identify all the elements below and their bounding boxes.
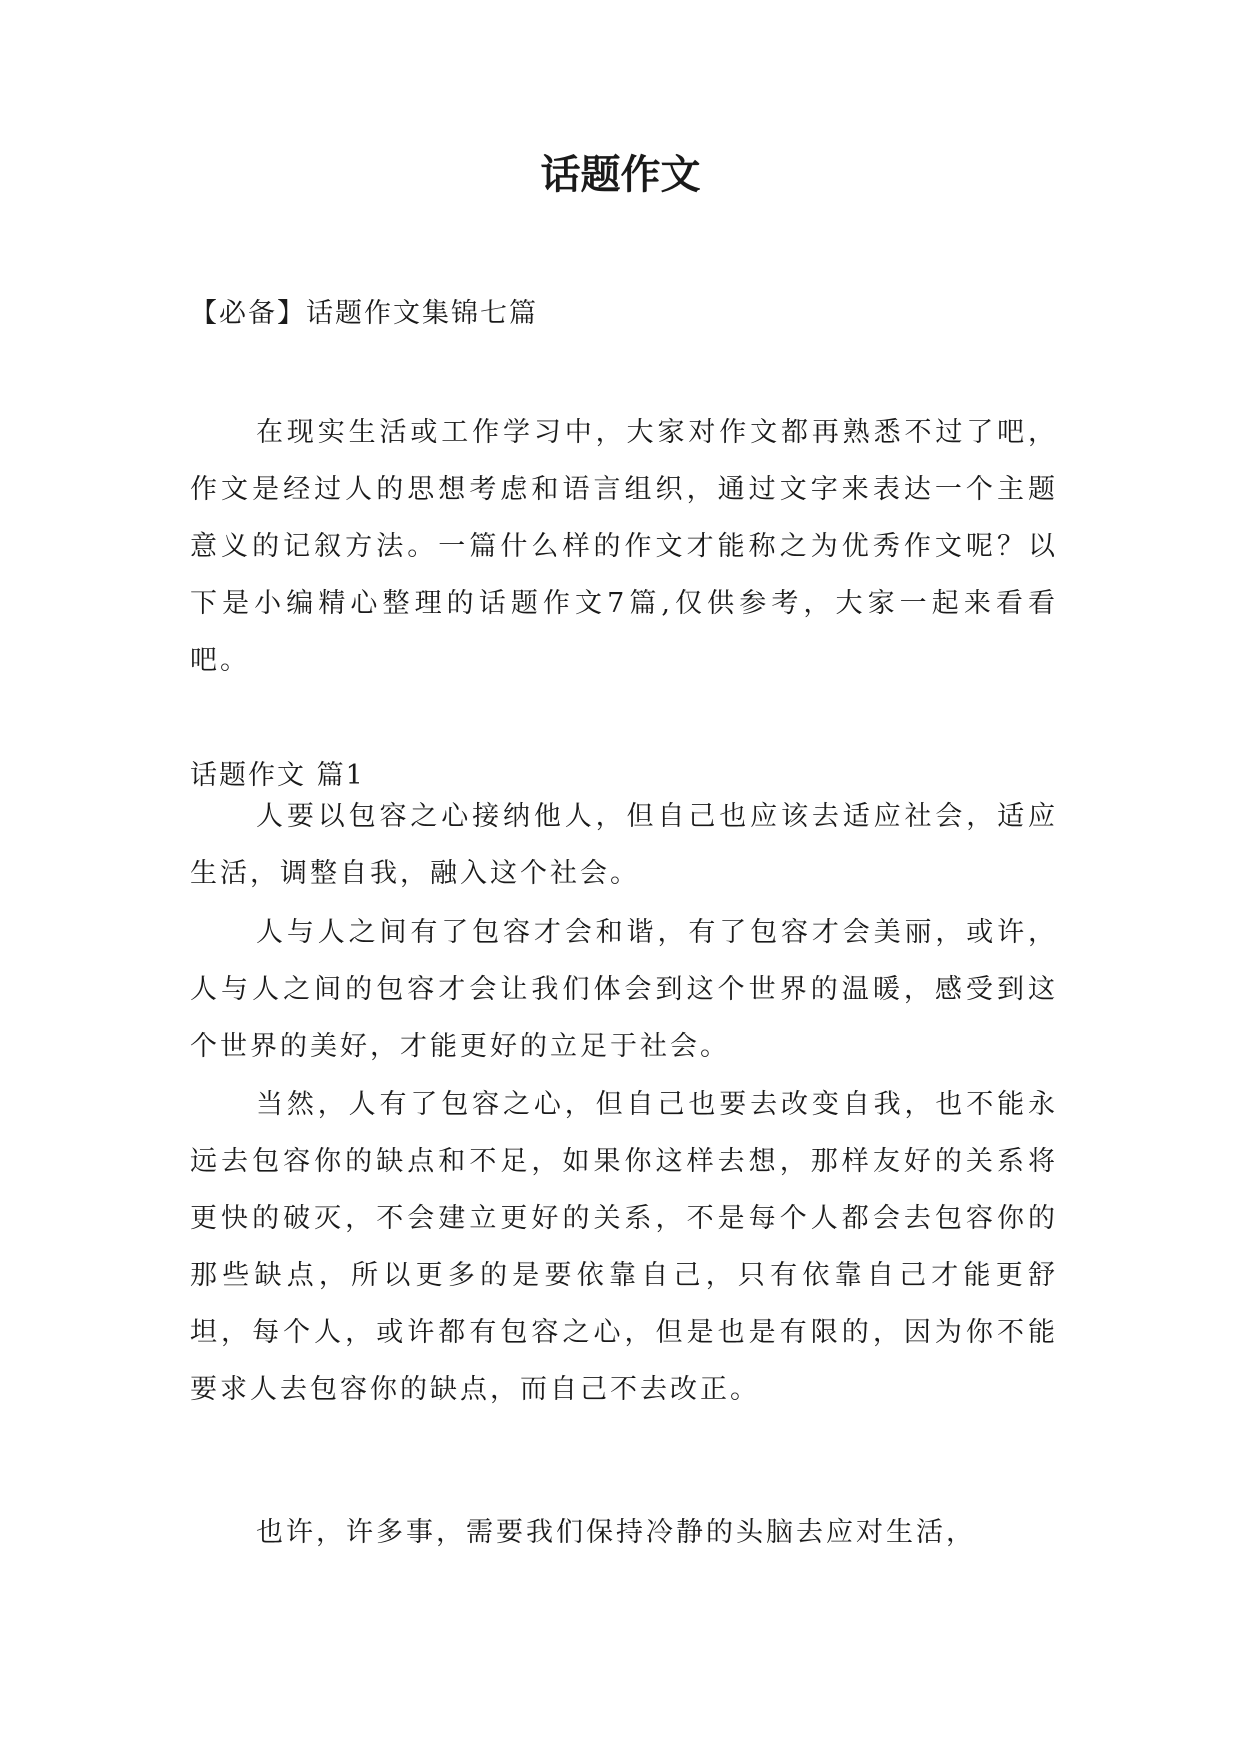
body-paragraph: 当然，人有了包容之心，但自己也要去改变自我，也不能永远去包容你的缺点和不足，如果你这样去想，那样友好的关系将更快的破灭，不会建立更好的关系，不是每个人都会去包容你的那些缺点，所以更多的是要依靠自己，只有依靠自己才能更舒坦，每个人，或许都有包容之心，但是也是有限的，因为你不能要求人去包容你的缺点，而自己不去改正。	[190, 1089, 1058, 1405]
body-paragraph: 人与人之间有了包容才会和谐，有了包容才会美丽，或许，人与人之间的包容才会让我们体会到这个世界的温暖，感受到这个世界的美好，才能更好的立足于社会。	[190, 917, 1058, 1062]
intro-paragraph: 在现实生活或工作学习中，大家对作文都再熟悉不过了吧，作文是经过人的思想考虑和语言组织，通过文字来表达一个主题意义的记叙方法。一篇什么样的作文才能称之为优秀作文呢？以下是小编精心整理的话题作文7篇,仅供参考，大家一起来看看吧。	[190, 417, 1058, 676]
document-title: 话题作文	[540, 152, 701, 198]
body-paragraph: 也许，许多事，需要我们保持冷静的头脑去应对生活，	[256, 1517, 976, 1548]
document-subtitle: 【必备】话题作文集锦七篇	[190, 298, 538, 329]
section-heading: 话题作文 篇1	[190, 760, 365, 791]
body-paragraph: 人要以包容之心接纳他人，但自己也应该去适应社会，适应生活，调整自我，融入这个社会。	[190, 801, 1058, 889]
